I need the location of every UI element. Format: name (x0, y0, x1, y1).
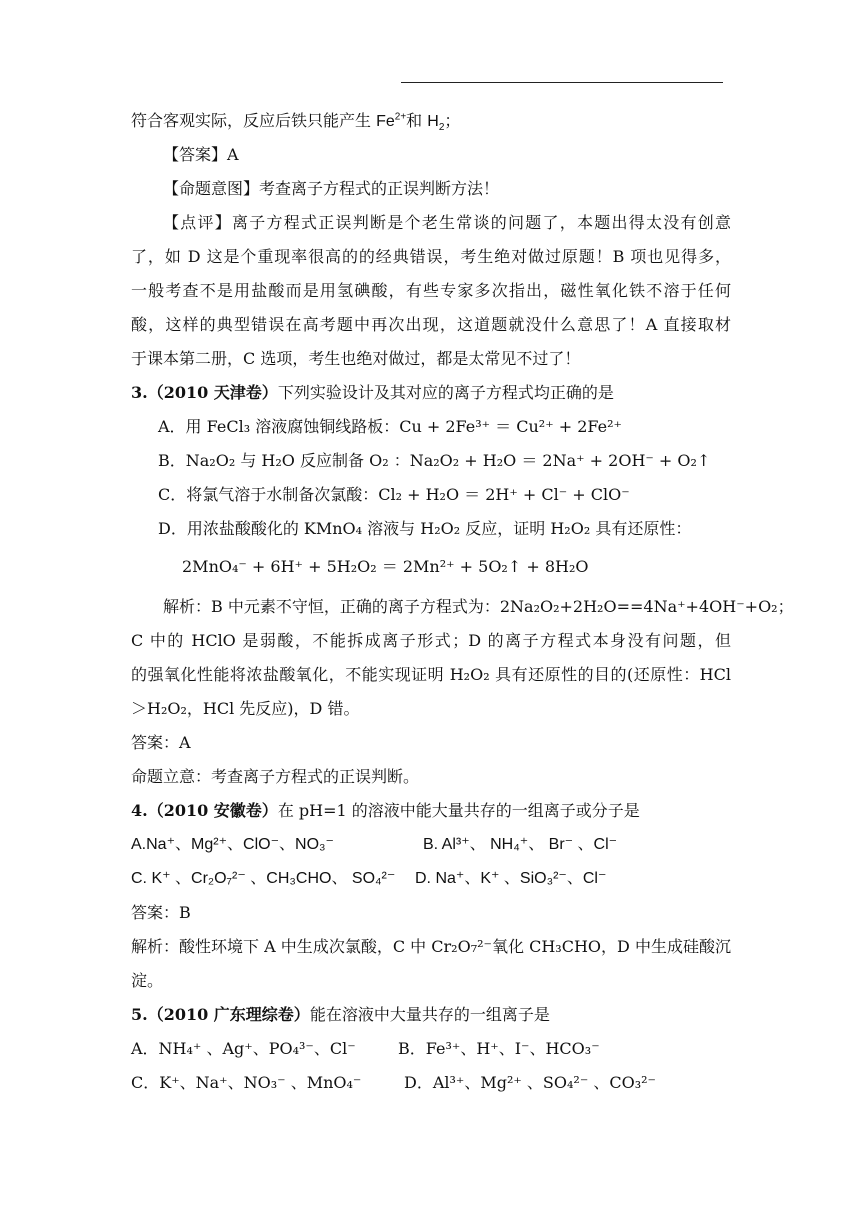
q2-comment-line-1: 【点评】离子方程式正误判断是个老生常谈的问题了，本题出得太没有创意 (163, 213, 731, 232)
q2-fe: Fe (376, 113, 395, 130)
q2-text-c: ； (444, 111, 461, 130)
q3-source: （2010 天津卷） (147, 383, 278, 402)
q3-option-c: C．将氯气溶于水制备次氯酸：Cl₂ + H₂O ＝ 2H⁺ + Cl⁻ + ClO⁻ (158, 485, 630, 504)
q3-intent: 命题立意：考查离子方程式的正误判断。 (131, 767, 420, 786)
q4-option-c: C. K⁺ 、Cr₂O₇²⁻ 、CH₃CHO、 SO₄²⁻ (131, 870, 396, 887)
header-rule (401, 82, 723, 83)
q4-stem: 在 pH=1 的溶液中能大量共存的一组离子或分子是 (277, 801, 640, 820)
q2-comment-line-2: 了，如 D 这是个重现率很高的的经典错误，考生绝对做过原题！B 项也见得多， (131, 247, 731, 266)
q3-analysis-line-4: ＞H₂O₂，HCl 先反应)，D 错。 (131, 699, 360, 718)
q3-option-a: A．用 FeCl₃ 溶液腐蚀铜线路板：Cu + 2Fe³⁺ ＝ Cu²⁺ + 2Fe²⁺ (158, 417, 622, 436)
q2-continuation-line (131, 110, 731, 133)
q3-analysis-line-3: 的强氧化性能将浓盐酸氧化，不能实现证明 H₂O₂ 具有还原性的目的(还原性：HCl (131, 665, 731, 684)
q4-heading (131, 800, 731, 822)
q5-option-b: B．Fe³⁺、H⁺、I⁻、HCO₃⁻ (398, 1039, 600, 1058)
q4-source: （2010 安徽卷） (147, 801, 278, 820)
q3-option-d-formula: 2MnO₄⁻ + 6H⁺ + 5H₂O₂ ＝ 2Mn²⁺ + 5O₂↑ + 8H₂O (182, 557, 589, 576)
q3-answer: 答案：A (131, 733, 191, 752)
q4-number: 4. (131, 801, 148, 820)
q4-analysis-line-2: 淀。 (131, 971, 164, 990)
q2-text-a: 符合客观实际，反应后铁只能产生 (131, 111, 377, 130)
q3-analysis-line-1: 解析：B 中元素不守恒，正确的离子方程式为：2Na₂O₂+2H₂O==4Na⁺+4OH⁻+O₂； (163, 597, 794, 616)
q4-option-d: D. Na⁺、K⁺ 、SiO₃²⁻、Cl⁻ (415, 870, 607, 887)
q5-option-d: D．Al³⁺、Mg²⁺ 、SO₄²⁻ 、CO₃²⁻ (404, 1073, 657, 1092)
q4-option-a: A.Na⁺、Mg²⁺、ClO⁻、NO₃⁻ (131, 836, 334, 853)
q2-answer: 【答案】A (163, 145, 239, 164)
q3-option-d: D．用浓盐酸酸化的 KMnO₄ 溶液与 H₂O₂ 反应，证明 H₂O₂ 具有还原性： (158, 519, 692, 538)
q5-source: （2010 广东理综卷） (147, 1005, 310, 1024)
q3-heading (131, 382, 731, 404)
q2-comment-line-3: 一般考查不是用盐酸而是用氢碘酸，有些专家多次指出，磁性氧化铁不溶于任何 (131, 281, 731, 300)
q4-option-b: B. Al³⁺、 NH₄⁺、 Br⁻ 、Cl⁻ (423, 836, 618, 853)
q3-number: 3. (131, 383, 148, 402)
q5-number: 5. (131, 1005, 148, 1024)
q3-option-b: B．Na₂O₂ 与 H₂O 反应制备 O₂ ：Na₂O₂ + H₂O ＝ 2Na⁺ + 2OH⁻ + O₂↑ (158, 451, 711, 470)
q2-comment-line-5: 于课本第二册，C 选项，考生也绝对做过，都是太常见不过了！ (131, 349, 581, 368)
q2-h: H (427, 113, 439, 130)
q3-stem: 下列实验设计及其对应的离子方程式均正确的是 (277, 383, 614, 402)
q4-analysis-line-1: 解析：酸性环境下 A 中生成次氯酸，C 中 Cr₂O₇²⁻氧化 CH₃CHO，D 中生成硅酸沉 (131, 937, 731, 956)
q4-answer: 答案：B (131, 903, 191, 922)
q5-option-a: A．NH₄⁺ 、Ag⁺、PO₄³⁻、Cl⁻ (131, 1039, 356, 1058)
q2-intent: 【命题意图】考查离子方程式的正误判断方法！ (163, 179, 500, 198)
q2-h-sub: 2 (438, 122, 445, 134)
q2-fe-charge: 2+ (394, 111, 407, 123)
q2-text-b: 和 (406, 111, 428, 130)
q3-analysis-line-2: C 中的 HClO 是弱酸，不能拆成离子形式；D 的离子方程式本身没有问题，但 (131, 631, 731, 650)
q2-comment-line-4: 酸，这样的典型错误在高考题中再次出现，这道题就没什么意思了！A 直接取材 (131, 315, 731, 334)
q5-heading (131, 1004, 731, 1026)
q5-option-c: C．K⁺、Na⁺、NO₃⁻ 、MnO₄⁻ (131, 1073, 362, 1092)
q5-stem: 能在溶液中大量共存的一组离子是 (309, 1005, 550, 1024)
